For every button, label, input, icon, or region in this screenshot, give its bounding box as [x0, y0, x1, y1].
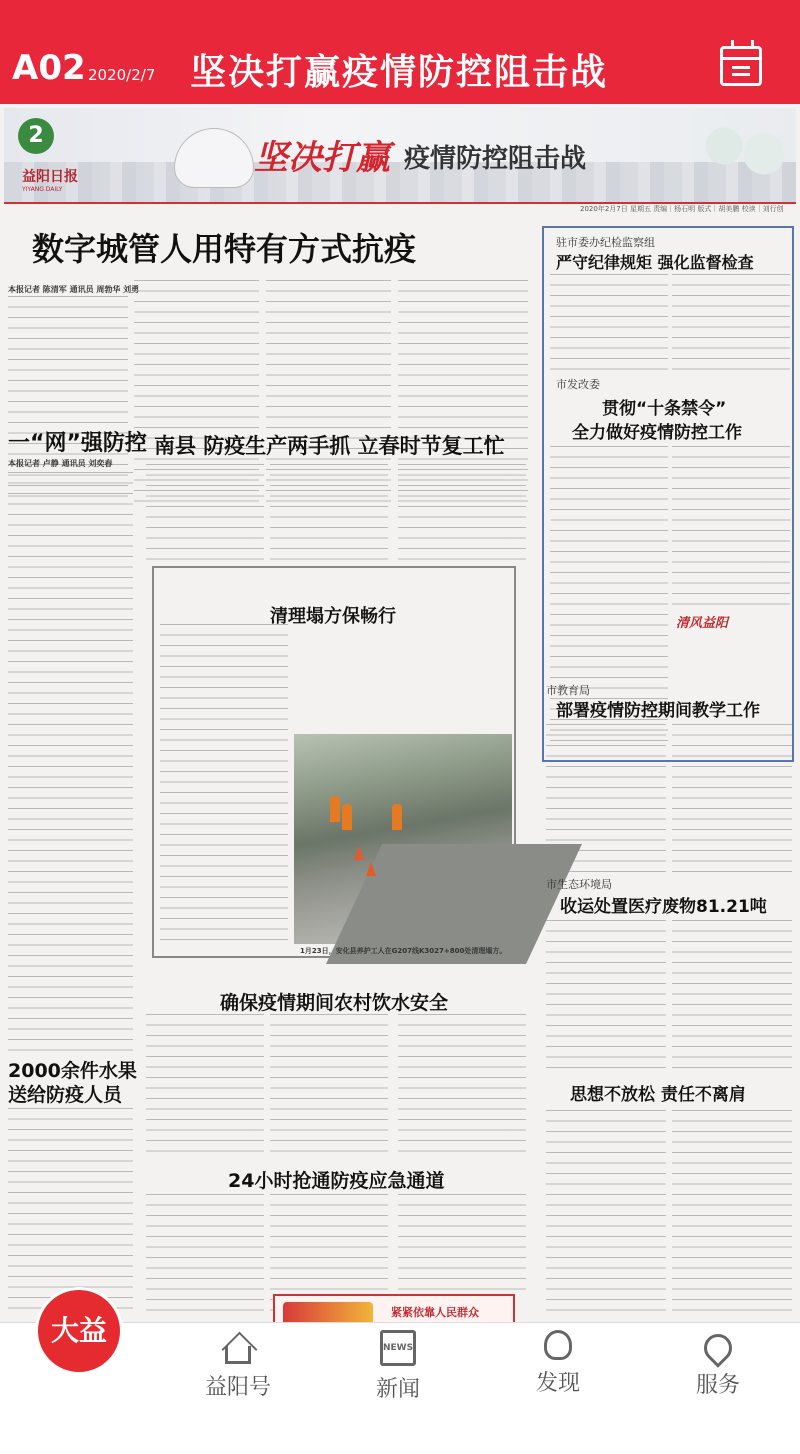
text-column: [550, 274, 668, 374]
net-headline[interactable]: 一“网”强防控: [8, 431, 147, 456]
news-icon: NEWS: [380, 1330, 416, 1366]
text-column: [672, 446, 790, 606]
env-headline[interactable]: 收运处置医疗废物81.21吨: [560, 897, 767, 917]
edu-kicker: 市教育局: [546, 684, 590, 697]
nav-label: 服务: [695, 1373, 740, 1398]
lightbulb-icon: [544, 1330, 572, 1360]
text-column: [398, 1194, 526, 1290]
text-column: [672, 724, 792, 874]
fruit-headline-2[interactable]: 送给防疫人员: [8, 1084, 123, 1106]
nav-service[interactable]: [668, 1330, 768, 1399]
top-header: [0, 0, 800, 104]
doctor-illustration: [694, 122, 794, 202]
road-headline[interactable]: 24小时抢通防疫应急通道: [228, 1170, 445, 1192]
text-column: [398, 464, 526, 564]
newspaper-page[interactable]: [0, 104, 800, 1322]
nav-label: 益阳号: [204, 1375, 271, 1400]
text-column: [546, 920, 666, 1070]
page-date: 2020/2/7: [88, 66, 156, 84]
fruit-headline-1[interactable]: 2000余件水果: [8, 1060, 137, 1082]
main-byline: 本报记者 陈清军 通讯员 周勃华 刘勇: [8, 285, 140, 294]
mask-illustration: [174, 128, 254, 188]
landslide-photo[interactable]: [294, 734, 512, 944]
text-column: [546, 724, 666, 874]
edition-info: 2020年2月7日 星期五 责编｜杨石明 版式｜胡美鹏 校读｜刘行创: [580, 205, 784, 213]
calendar-icon[interactable]: [720, 46, 762, 86]
page-number: A02: [12, 48, 86, 88]
text-column: [672, 1110, 792, 1318]
city-skyline: [4, 162, 796, 202]
nav-label: 新闻: [375, 1377, 420, 1402]
text-column: [672, 274, 790, 374]
nanxian-headline[interactable]: 南县 防疫生产两手抓 立春时节复工忙: [154, 434, 505, 458]
text-column: [146, 1194, 264, 1318]
text-column: [672, 920, 792, 1070]
text-column: [270, 1014, 388, 1154]
text-column: [146, 464, 264, 564]
nav-news[interactable]: [348, 1330, 448, 1403]
reform-headline-1[interactable]: 贯彻“十条禁令”: [602, 399, 727, 419]
text-column: [398, 1014, 526, 1154]
text-column: [270, 464, 388, 564]
nav-label: 发现: [535, 1371, 580, 1396]
text-column: [146, 1014, 264, 1154]
discipline-headline[interactable]: 严守纪律规矩 强化监督检查: [556, 253, 754, 272]
edu-headline[interactable]: 部署疫情防控期间教学工作: [556, 701, 760, 721]
text-column: [160, 624, 288, 944]
masthead-banner: [4, 108, 796, 204]
photo-caption: 1月23日，安化县养护工人在G207线K3027+800处清理塌方。: [300, 947, 507, 955]
section-number: 2: [18, 118, 54, 154]
clear-headline[interactable]: 清理塌方保畅行: [270, 606, 396, 627]
paper-logo: 益阳日报 YIYANG DAILY: [22, 169, 78, 193]
location-pin-icon: [698, 1328, 738, 1368]
net-byline: 本报记者 卢静 通讯员 刘奕舂: [8, 459, 113, 468]
text-column: [8, 1108, 133, 1318]
home-icon: [225, 1346, 251, 1364]
discipline-kicker: 驻市委办纪检监察组: [556, 236, 655, 249]
water-headline[interactable]: 确保疫情期间农村饮水安全: [220, 992, 449, 1014]
text-column: [546, 1110, 666, 1318]
app-logo-button[interactable]: 大益阳: [38, 1290, 120, 1372]
reform-headline-2[interactable]: 全力做好疫情防控工作: [572, 423, 742, 443]
nav-yiyanghao[interactable]: [188, 1330, 288, 1401]
nav-discover[interactable]: [508, 1330, 608, 1397]
think-headline[interactable]: 思想不放松 责任不离肩: [570, 1085, 746, 1105]
clean-seal: 清风益阳: [676, 616, 729, 631]
main-headline[interactable]: 数字城管人用特有方式抗疫: [32, 230, 417, 268]
page-title: 坚决打赢疫情防控阻击战: [190, 52, 609, 93]
banner-slogan-sub: 疫情防控阻击战: [404, 144, 587, 174]
reform-kicker: 市发改委: [556, 378, 600, 391]
env-kicker: 市生态环境局: [546, 878, 612, 891]
ad-line-1: 紧紧依靠人民群众: [391, 1306, 479, 1319]
banner-slogan-main: 坚决打赢: [254, 138, 390, 178]
text-column: [8, 472, 133, 1052]
